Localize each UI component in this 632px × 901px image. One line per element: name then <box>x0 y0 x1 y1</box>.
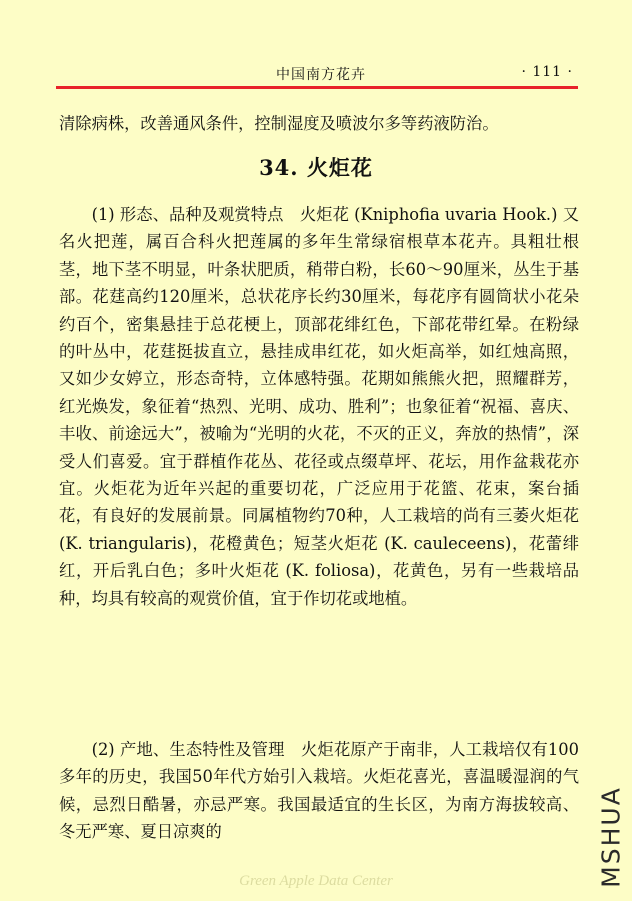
paragraph-origin <box>59 736 579 846</box>
page-header <box>58 64 577 86</box>
paragraph-morphology <box>59 201 579 612</box>
paragraph-text: (2) 产地、生态特性及管理 火炬花原产于南非，人工栽培仅有100多年的历史，我国50年代方始引入栽培。火炬花喜光，喜温暖湿润的气候，忌烈日酷暑，亦忌严寒。我国最适宜的生长区，为南方海拔较高、冬无严寒、夏日凉爽的 <box>59 740 579 842</box>
side-watermark-text: MSHUA <box>597 786 625 888</box>
bottom-watermark: Green Apple Data Center <box>239 873 393 889</box>
header-rule <box>56 86 578 89</box>
running-title: 中国南方花卉 <box>276 67 366 83</box>
paragraph-text: (1) 形态、品种及观赏特点 火炬花 (Kniphofia uvaria Hook.) 又名火把莲，属百合科火把莲属的多年生常绿宿根草本花卉。具粗壮根茎，地下茎不明显，叶条状肥质，稍带白粉，长60～90厘米，丛生于基部。花莛高约120厘米，总状花序长约30厘米，每花序有圆筒状小花朵约百个，密集悬挂于总花梗上，顶部花绯红色，下部花带红晕。在粉绿的叶丛中，花莛挺拔直立，悬挂成串红花，如火炬高举，如红烛高照，又如少女婷立，形态奇特，立体感特强。花期如熊熊火把，照耀群芳，红光焕发，象征着“热烈、光明、成功、胜利”；也象征着“祝福、喜庆、丰收、前途远大”，被喻为“光明的火花，不灭的正义，奔放的热情”，深受人们喜爱。宜于群植作花丛、花径或点缀草坪、花坛，用作盆栽花亦宜。火炬花为近年兴起的重要切花，广泛应用于花篮、花束，案台插花，有良好的发展前景。同属植物约70种，人工栽培的尚有三萎火炬花 (K. triangularis)，花橙黄色；短茎火炬花 (K. cauleceens)，花蕾绯红，开后乳白色；多叶火炬花 (K. foliosa)，花黄色，另有一些栽培品种，均具有较高的观赏价值，宜于作切花或地植。 <box>59 205 579 608</box>
continued-paragraph: 清除病株，改善通风条件，控制湿度及喷波尔多等药液防治。 <box>59 114 499 133</box>
page-number: · 111 · <box>521 64 573 80</box>
section-heading: 34. 火炬花 <box>259 155 373 180</box>
